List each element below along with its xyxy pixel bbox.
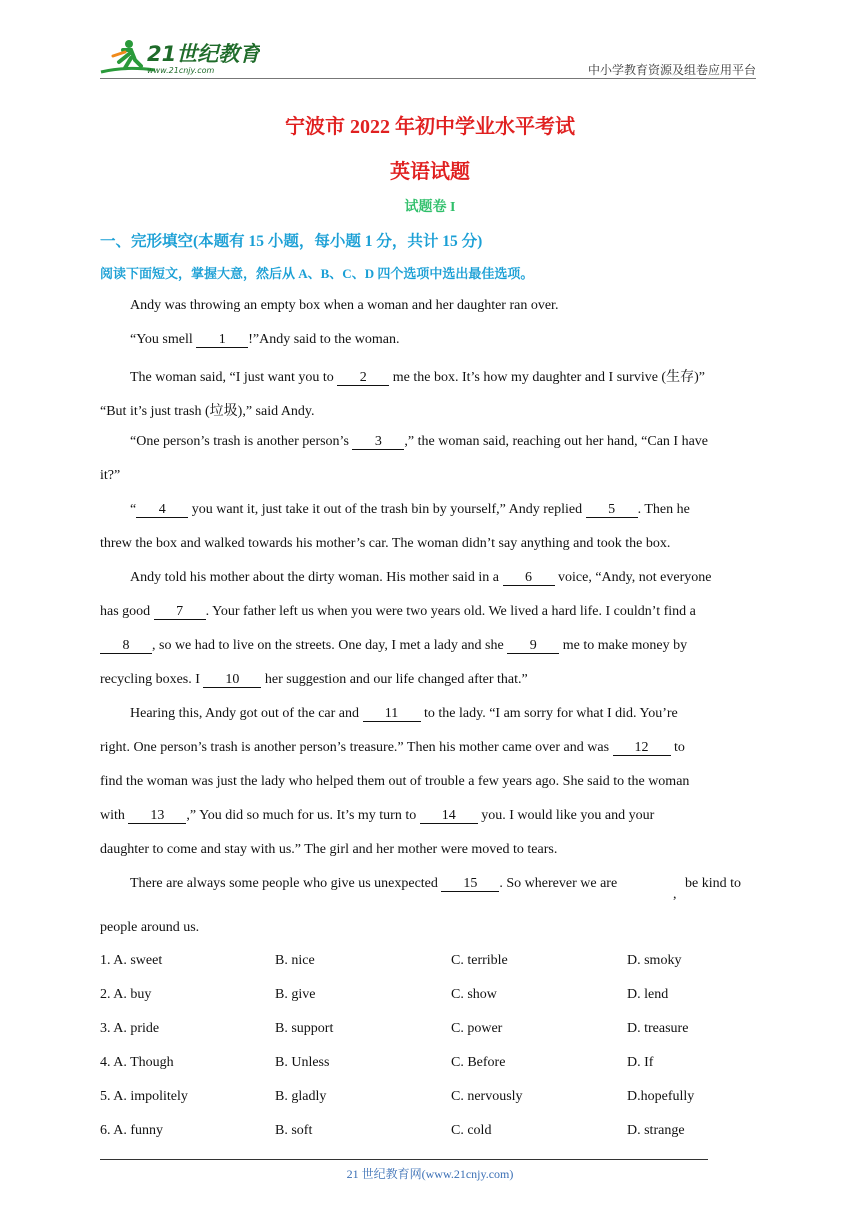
blank-11: 11 bbox=[363, 706, 421, 722]
option-q4-d: D. If bbox=[627, 1055, 654, 1070]
logo-text: 21世纪教育 bbox=[147, 42, 260, 66]
option-q3-c: C. power bbox=[451, 1021, 503, 1036]
option-q2-b: B. give bbox=[275, 987, 316, 1002]
blank-9: 9 bbox=[507, 638, 559, 654]
option-q1-b: B. nice bbox=[275, 953, 315, 968]
passage-line: “One person’s trash is another person’s 3 ,” the woman said, reaching out her hand, “Can I have bbox=[130, 434, 709, 449]
option-q4-b: B. Unless bbox=[275, 1055, 330, 1070]
option-q6-a: 6. A. funny bbox=[100, 1123, 163, 1138]
option-q5-c: C. nervously bbox=[451, 1089, 523, 1104]
option-q5-a: 5. A. impolitely bbox=[100, 1089, 188, 1104]
blank-15: 15 bbox=[441, 876, 499, 892]
blank-1: 1 bbox=[196, 332, 248, 348]
section-instruction: 阅读下面短文，掌握大意，然后从 A、B、C、D 四个选项中选出最佳选项。 bbox=[100, 266, 534, 281]
option-q1-d: D. smoky bbox=[627, 953, 682, 968]
option-q6-d: D. strange bbox=[627, 1123, 685, 1138]
option-q6-b: B. soft bbox=[275, 1123, 313, 1138]
passage-line: with 13 ,” You did so much for us. It’s my turn to 14 you. I would like you and your bbox=[100, 808, 655, 823]
blank-6: 6 bbox=[503, 570, 555, 586]
passage-line: “You smell 1 !”Andy said to the woman. bbox=[130, 332, 400, 347]
option-q2-c: C. show bbox=[451, 987, 497, 1002]
passage-line: Hearing this, Andy got out of the car and 11 to the lady. “I am sorry for what I did. You’re bbox=[130, 706, 678, 721]
blank-13: 13 bbox=[128, 808, 186, 824]
blank-3: 3 bbox=[352, 434, 404, 450]
option-q3-b: B. support bbox=[275, 1021, 334, 1036]
option-q2-a: 2. A. buy bbox=[100, 987, 152, 1002]
blank-4: 4 bbox=[136, 502, 188, 518]
footer-divider bbox=[100, 1159, 708, 1160]
option-q3-a: 3. A. pride bbox=[100, 1021, 160, 1036]
option-q1-a: 1. A. sweet bbox=[100, 953, 163, 968]
passage-line: 8 , so we had to live on the streets. One day, I met a lady and she 9 me to make money by bbox=[100, 638, 687, 654]
blank-14: 14 bbox=[420, 808, 478, 824]
passage-line: Andy told his mother about the dirty woman. His mother said in a 6 voice, “Andy, not everyone bbox=[130, 570, 712, 585]
section-heading: 一、完形填空(本题有 15 小题，每小题 1 分，共计 15 分) bbox=[100, 233, 483, 250]
option-q2-d: D. lend bbox=[627, 987, 669, 1002]
passage-line: threw the box and walked towards his mother’s car. The woman didn’t say anything and took the box. bbox=[100, 536, 671, 551]
option-q4-a: 4. A. Though bbox=[100, 1055, 174, 1070]
blank-8: 8 bbox=[100, 638, 152, 654]
blank-7: 7 bbox=[154, 604, 206, 620]
passage-line: recycling boxes. I 10 her suggestion and our life changed after that.” bbox=[100, 672, 528, 687]
option-q3-d: D. treasure bbox=[627, 1021, 689, 1036]
option-q4-c: C. Before bbox=[451, 1055, 506, 1070]
option-q6-c: C. cold bbox=[451, 1123, 492, 1138]
header-tagline: 中小学教育资源及组卷应用平台 bbox=[587, 63, 756, 77]
site-logo bbox=[95, 36, 260, 78]
option-q1-c: C. terrible bbox=[451, 953, 508, 968]
passage-line: daughter to come and stay with us.” The girl and her mother were moved to tears. bbox=[100, 842, 558, 857]
passage-line: The woman said, “I just want you to 2 me the box. It’s how my daughter and I survive (生存)” bbox=[130, 370, 705, 385]
passage-line: has good 7 . Your father left us when you were two years old. We lived a hard life. I couldn’t find a bbox=[100, 604, 696, 619]
passage-line: right. One person’s trash is another person’s treasure.” Then his mother came over and was 12 to bbox=[100, 740, 685, 755]
passage-line: people around us. bbox=[100, 920, 200, 935]
blank-10: 10 bbox=[203, 672, 261, 688]
blank-12: 12 bbox=[613, 740, 671, 756]
passage-line: There are always some people who give us unexpected 15 . So wherever we are bbox=[130, 876, 618, 891]
option-q5-d: D.hopefully bbox=[627, 1089, 695, 1104]
logo-url: www.21cnjy.com bbox=[147, 66, 215, 75]
option-q5-b: B. gladly bbox=[275, 1089, 327, 1104]
stray-comma: , bbox=[673, 887, 677, 902]
passage-line: be kind to bbox=[685, 876, 741, 891]
subject-title: 英语试题 bbox=[390, 161, 470, 183]
passage-line: it?” bbox=[100, 468, 121, 483]
header-divider bbox=[100, 78, 756, 79]
exam-title: 宁波市 2022 年初中学业水平考试 bbox=[285, 116, 575, 138]
passage-line: Andy was throwing an empty box when a woman and her daughter ran over. bbox=[130, 298, 559, 313]
blank-5: 5 bbox=[586, 502, 638, 518]
footer-link[interactable]: 21 世纪教育网(www.21cnjy.com) bbox=[346, 1167, 514, 1181]
passage-line: “ 4 you want it, just take it out of the trash bin by yourself,” Andy replied 5 . Then he bbox=[130, 502, 690, 517]
passage-line: “But it’s just trash (垃圾),” said Andy. bbox=[100, 404, 315, 419]
blank-2: 2 bbox=[337, 370, 389, 386]
passage-line: find the woman was just the lady who helped them out of trouble a few years ago. She said to the woman bbox=[100, 774, 690, 789]
paper-title: 试题卷 I bbox=[404, 200, 456, 215]
